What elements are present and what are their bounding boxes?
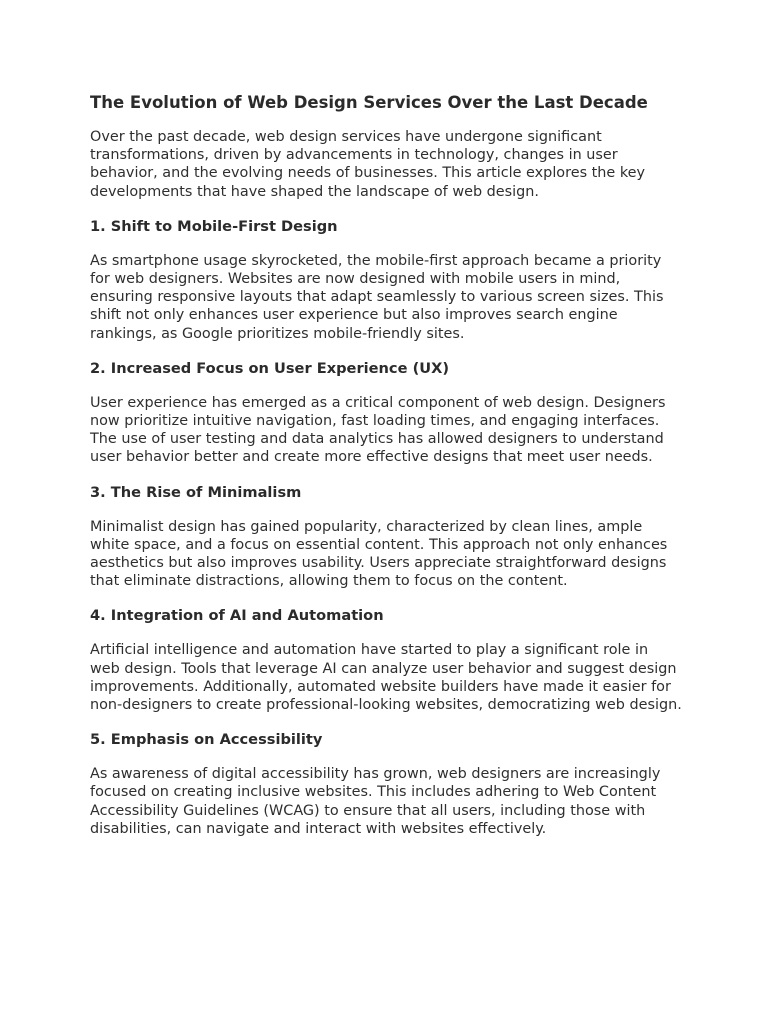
document-content [90, 93, 682, 838]
section-body: As awareness of digital accessibility has grown, web designers are increasingly focused on creating inclusive websites. This includes adhering to Web Content Accessibility Guidelines (WCAG) to ensure that all users, including those with disabilities, can navigate and interact with websites effectively. [90, 766, 661, 837]
document-title: The Evolution of Web Design Services Over the Last Decade [90, 93, 648, 112]
section-accessibility [90, 731, 682, 838]
section-heading: 5. Emphasis on Accessibility [90, 731, 323, 749]
section-minimalism [90, 484, 682, 591]
section-heading: 3. The Rise of Minimalism [90, 483, 302, 501]
section-body: As smartphone usage skyrocketed, the mobile-first approach became a priority for web designers. Websites are now designed with mobile users in mind, ensuring responsive layouts that adapt seamlessly to various screen sizes. This shift not only enhances user experience but also improves search engine rankings, as Google prioritizes mobile-friendly sites. [90, 252, 664, 342]
section-heading: 4. Integration of AI and Automation [90, 607, 384, 625]
section-user-experience [90, 360, 682, 467]
section-body: User experience has emerged as a critical component of web design. Designers now prioritize intuitive navigation, fast loading times, and engaging interfaces. The use of user testing and data analytics has allowed designers to understand user behavior better and create more effective designs that meet user needs. [90, 394, 666, 466]
section-heading: 2. Increased Focus on User Experience (UX) [90, 359, 450, 377]
section-heading: 1. Shift to Mobile-First Design [90, 217, 338, 235]
section-body: Artificial intelligence and automation have started to play a significant role in web design. Tools that leverage AI can analyze user behavior and suggest design improvements. Additionally, automated website builders have made it easier for non-designers to create professional-looking websites, democratizing web design. [90, 642, 682, 714]
section-ai-automation [90, 607, 682, 714]
section-body: Minimalist design has gained popularity, characterized by clean lines, ample white space, and a focus on essential content. This approach not only enhances aesthetics but also improves usability. Users appreciate straightforward designs that eliminate distractions, allowing them to focus on the content. [90, 518, 668, 590]
intro-paragraph: Over the past decade, web design services have undergone significant transformations, driven by advancements in technology, changes in user behavior, and the evolving needs of businesses. This article explores the key developments that have shaped the landscape of web design. [90, 129, 646, 200]
section-mobile-first [90, 218, 682, 343]
